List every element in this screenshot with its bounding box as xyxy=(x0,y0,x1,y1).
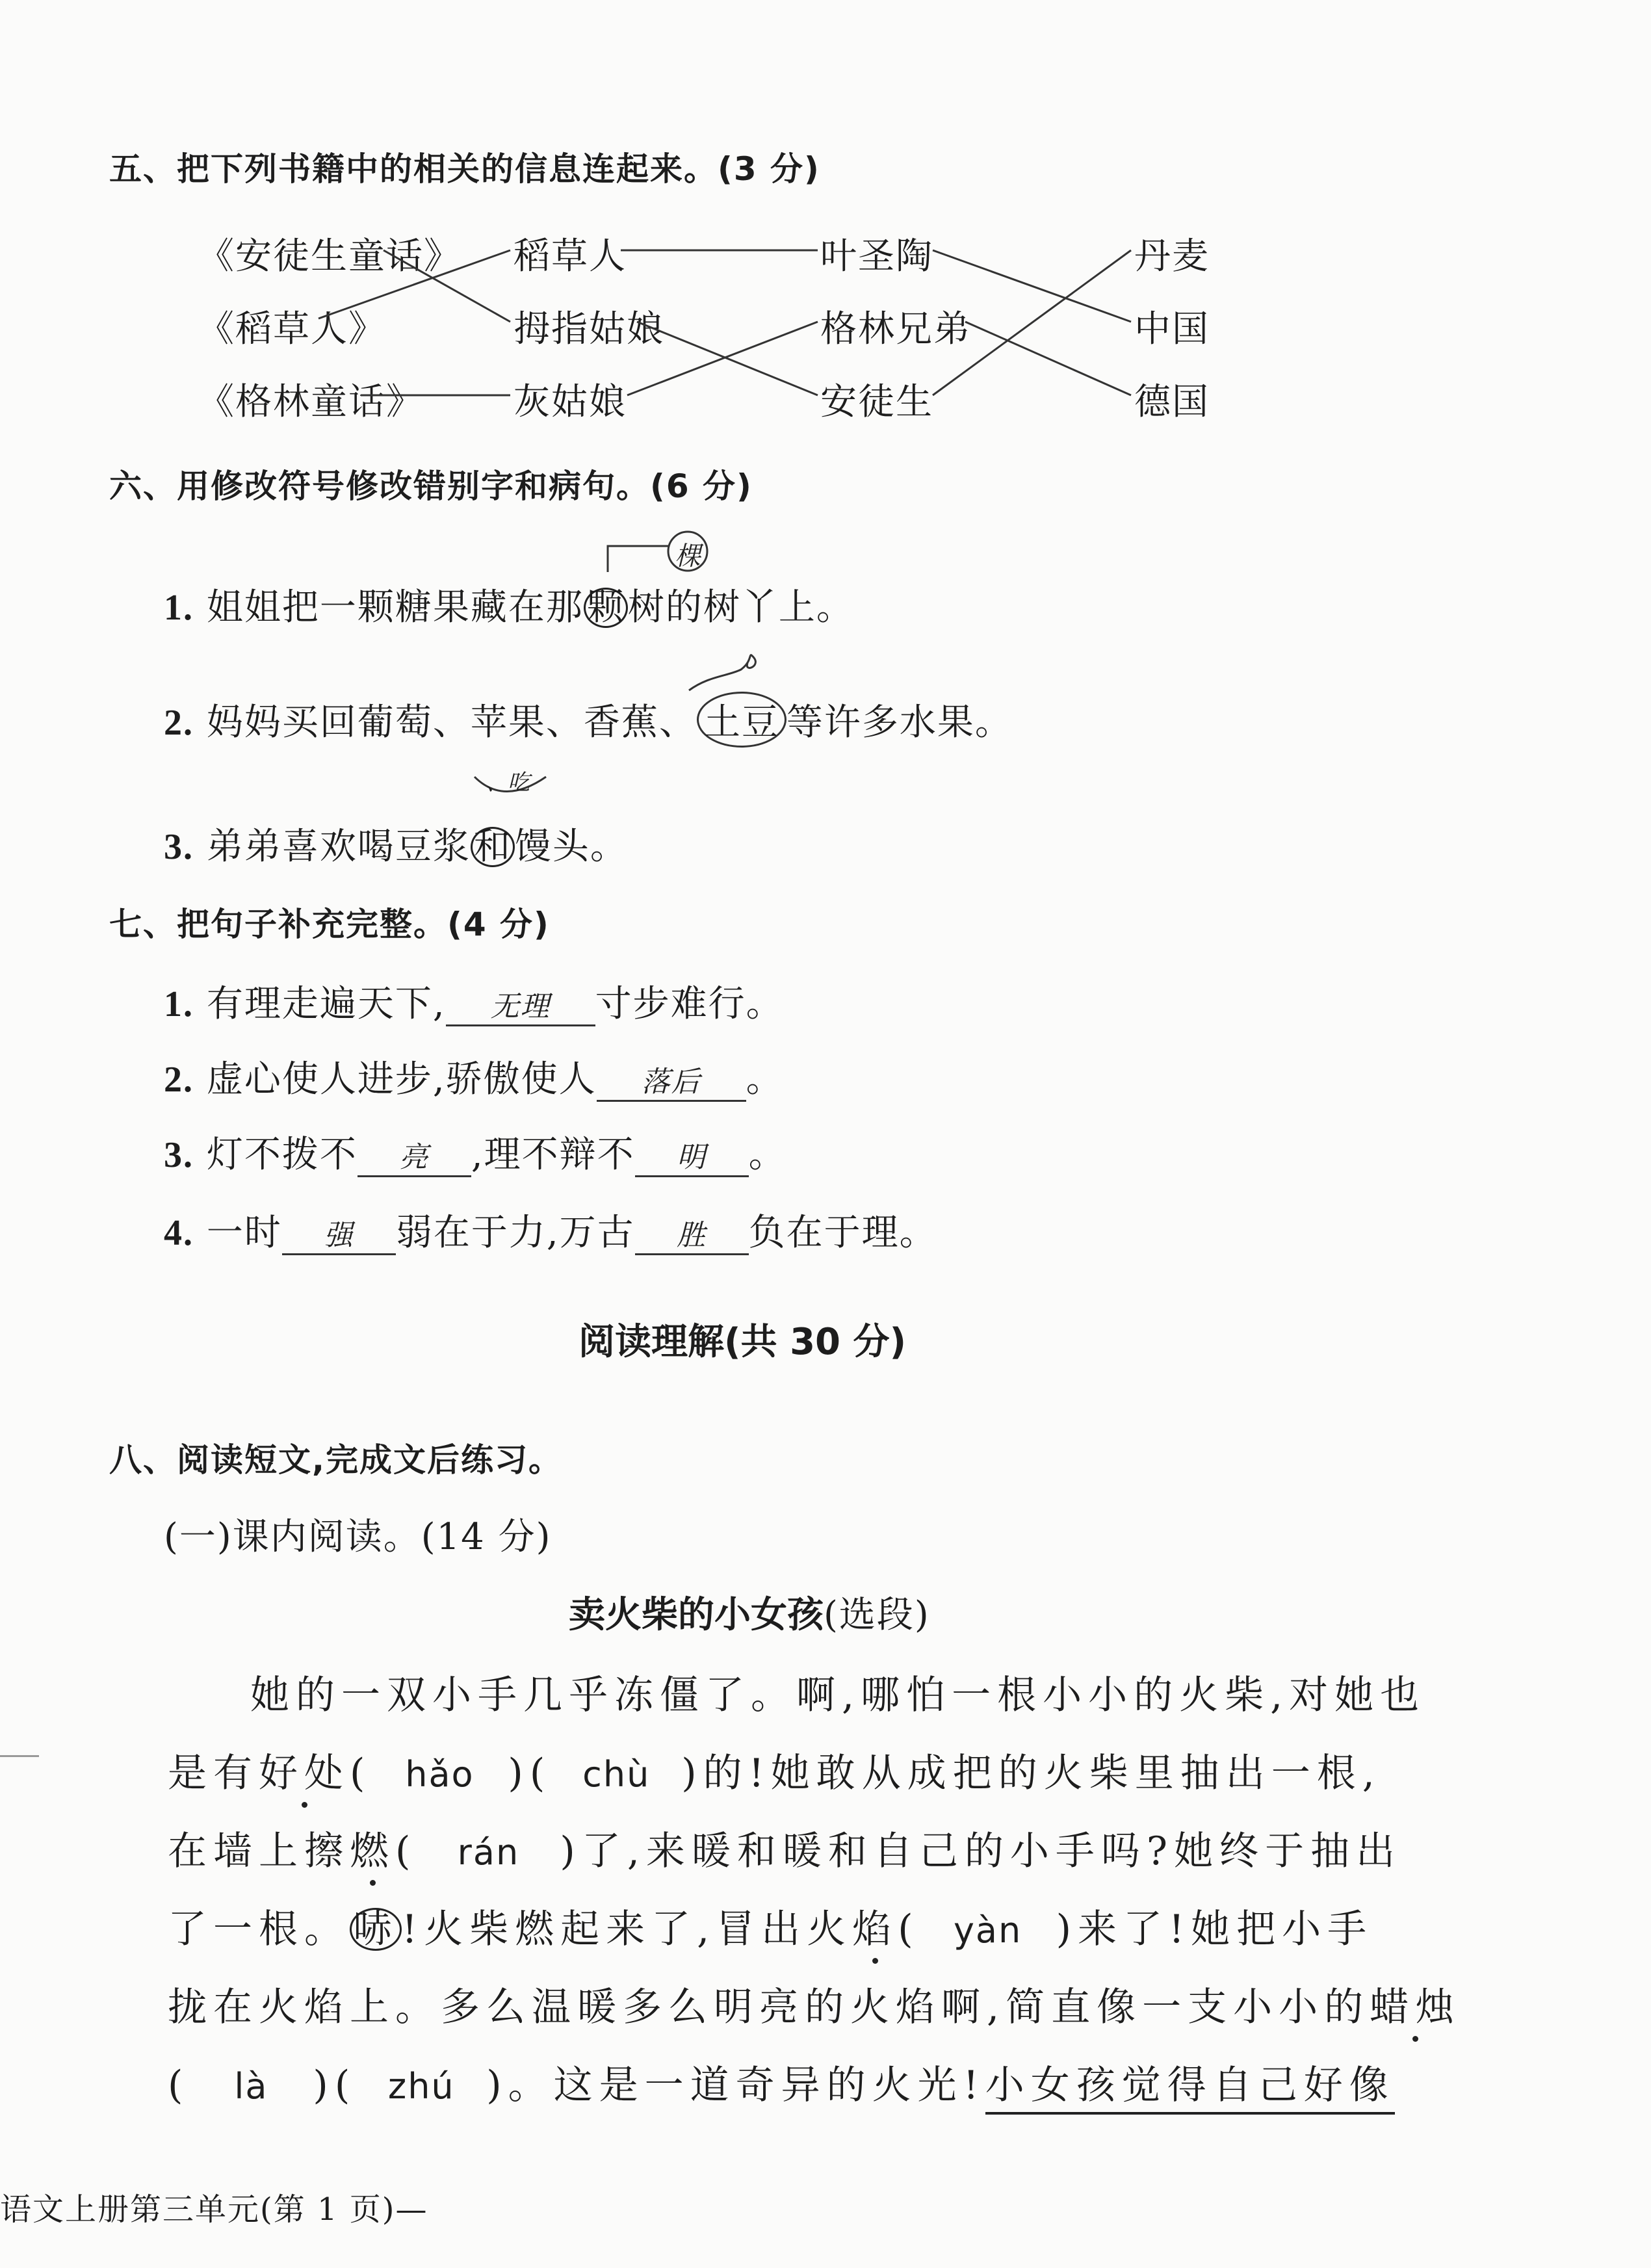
dotted-word: 蜡烛 xyxy=(1370,1985,1461,2030)
sentence-after: 树的树丫上。 xyxy=(627,586,854,629)
passage-text: ( xyxy=(898,1907,920,1952)
passage-text: )。这是一道奇异的火光! xyxy=(486,2063,985,2108)
story-1: 稻草人 xyxy=(514,235,627,278)
proverb-text: 一时 xyxy=(206,1212,282,1254)
passage-line-3 xyxy=(168,1820,1401,1876)
fix-char: 棵 xyxy=(675,541,701,571)
circled-char: 和 xyxy=(471,827,515,867)
item-number: 3. xyxy=(164,827,194,867)
item-number: 1. xyxy=(164,588,194,628)
proverb-text: 弱在于力,万古 xyxy=(395,1212,635,1254)
insert-text: 、吃 xyxy=(486,770,530,796)
proverb-text: 灯不拨不 xyxy=(206,1134,358,1176)
proverb-1 xyxy=(164,975,784,1027)
passage-line-2 xyxy=(168,1742,1381,1798)
sentence-before: 姐姐把一颗糖果藏在那 xyxy=(206,586,584,629)
proverb-text: 。 xyxy=(746,1058,784,1101)
reading-title: 阅读理解(共 30 分) xyxy=(578,1321,907,1363)
story-3: 灰姑娘 xyxy=(514,381,627,423)
passage-text: 拢在火焰上。多么温暖多么明亮的火焰啊,简直像一支小小的 xyxy=(168,1985,1370,2030)
passage-line-6 xyxy=(168,2054,1395,2110)
passage-text: )( xyxy=(508,1751,552,1796)
sentence-before: 弟弟喜欢喝豆浆 xyxy=(206,826,471,868)
proverb-text: 虚心使人进步,骄傲使人 xyxy=(206,1058,597,1101)
passage-text: 了一根。 xyxy=(168,1907,350,1952)
dotted-word: 焰 xyxy=(852,1907,898,1952)
circled-char: 哧 xyxy=(350,1908,402,1951)
passage-text: )来了!她把小手 xyxy=(1056,1907,1373,1952)
proverb-4 xyxy=(164,1204,937,1256)
proverb-3 xyxy=(164,1126,786,1178)
story-title-main: 卖火柴的小女孩 xyxy=(569,1594,824,1636)
proverb-2 xyxy=(164,1050,784,1102)
sentence-before: 妈妈买回葡萄、苹果、香蕉、 xyxy=(206,701,697,744)
sentence-after: 等许多水果。 xyxy=(786,701,1013,744)
deleted-word: 土豆 xyxy=(697,692,786,748)
proverb-text: 有理走遍天下, xyxy=(206,983,446,1025)
pinyin-answer: yàn xyxy=(953,1910,1022,1951)
dotted-word: 好处 xyxy=(259,1751,350,1796)
passage-text: ( xyxy=(168,2063,190,2108)
passage-text: )的!她敢从成把的火柴里抽出一根, xyxy=(681,1751,1381,1796)
item-number: 2. xyxy=(164,1060,194,1100)
dotted-word: 燃 xyxy=(350,1829,395,1874)
pinyin-answer: rán xyxy=(457,1832,520,1873)
passage-text: )( xyxy=(313,2063,357,2108)
story-title xyxy=(569,1586,930,1638)
passage-text: 是有 xyxy=(168,1751,259,1796)
proverb-text: 负在于理。 xyxy=(748,1212,937,1254)
answer-blank[interactable]: 强 xyxy=(282,1212,396,1255)
pinyin-answer: zhú xyxy=(387,2066,455,2107)
answer-blank[interactable]: 亮 xyxy=(358,1134,471,1177)
proverb-text: 。 xyxy=(748,1134,786,1176)
item-number: 4. xyxy=(164,1213,194,1253)
section8-heading: 八、阅读短文,完成文后练习。 xyxy=(109,1441,562,1479)
author-2: 格林兄弟 xyxy=(820,308,971,350)
underlined-sentence: 小女孩觉得自己好像 xyxy=(985,2063,1395,2115)
scan-line xyxy=(0,1755,39,1757)
answer-blank[interactable]: 落后 xyxy=(597,1058,746,1102)
book-1: 《安徒生童话》 xyxy=(198,235,462,278)
country-1: 丹麦 xyxy=(1134,235,1210,278)
section6-heading: 六、用修改符号修改错别字和病句。(6 分) xyxy=(109,467,753,505)
country-2: 中国 xyxy=(1134,308,1210,350)
passage-text: )了,来暖和暖和自己的小手吗?她终于抽出 xyxy=(560,1829,1402,1874)
book-2: 《稻草人》 xyxy=(198,308,386,350)
author-3: 安徒生 xyxy=(820,381,933,423)
proverb-text: 寸步难行。 xyxy=(595,983,784,1025)
pinyin-answer: là xyxy=(234,2066,268,2107)
proverb-text: ,理不辩不 xyxy=(471,1134,635,1176)
section5-heading: 五、把下列书籍中的相关的信息连起来。(3 分) xyxy=(109,150,820,188)
answer-blank[interactable]: 明 xyxy=(635,1134,749,1177)
part1-label: (一)课内阅读。(14 分) xyxy=(164,1516,552,1558)
passage-text: !火柴燃起来了,冒出火 xyxy=(402,1907,853,1952)
pinyin-answer: chù xyxy=(582,1754,651,1795)
story-2: 拇指姑娘 xyxy=(514,308,664,350)
answer-blank[interactable]: 无理 xyxy=(446,983,595,1026)
passage-line-5 xyxy=(168,1976,1461,2032)
passage-text: ( xyxy=(350,1751,372,1796)
passage-text: ( xyxy=(395,1829,417,1874)
passage-line-4 xyxy=(168,1898,1373,1954)
author-1: 叶圣陶 xyxy=(820,235,933,278)
story-title-sub: (选段) xyxy=(824,1594,930,1636)
book-3: 《格林童话》 xyxy=(198,381,424,423)
pinyin-answer: hǎo xyxy=(405,1754,474,1795)
country-3: 德国 xyxy=(1134,381,1210,423)
answer-blank[interactable]: 胜 xyxy=(635,1212,749,1255)
page-footer: 语文上册第三单元(第 1 页)— xyxy=(0,2191,428,2228)
item-number: 2. xyxy=(164,703,194,743)
wrong-char: 颗 xyxy=(584,588,628,628)
section7-heading: 七、把句子补充完整。(4 分) xyxy=(109,906,550,943)
item-number: 3. xyxy=(164,1135,194,1175)
item-number: 1. xyxy=(164,984,194,1024)
passage-line-1: 她的一双小手几乎冻僵了。啊,哪怕一根小小的火柴,对她也 xyxy=(250,1673,1426,1718)
passage-text: 在墙上擦 xyxy=(168,1829,350,1874)
sentence-after: 馒头。 xyxy=(514,826,628,868)
